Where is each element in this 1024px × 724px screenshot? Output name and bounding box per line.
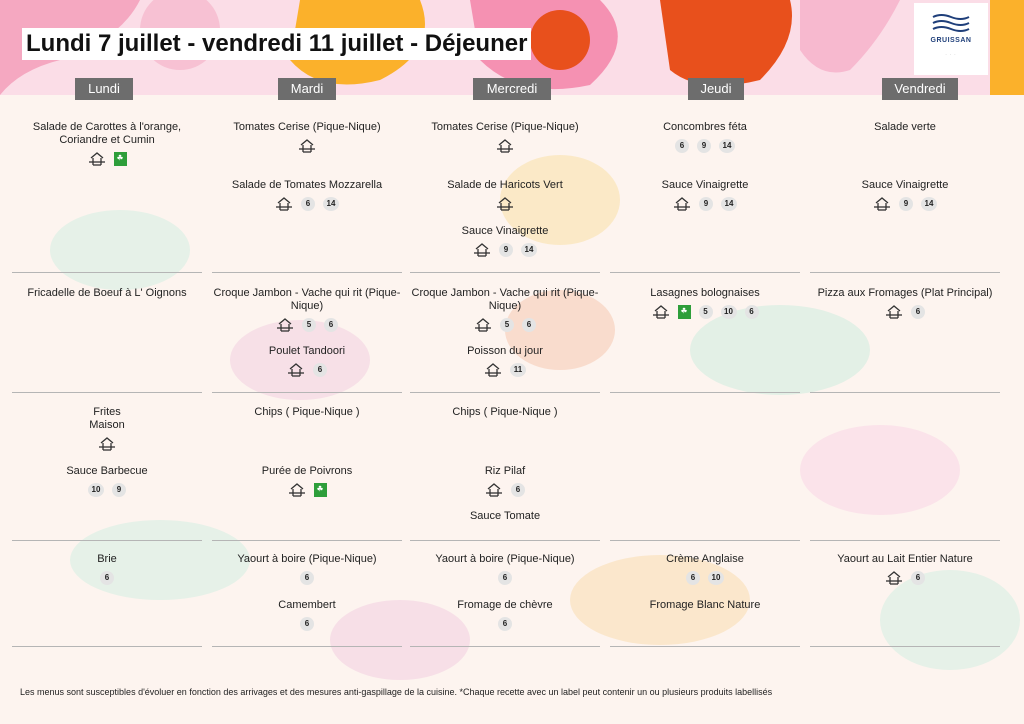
dish-name: Lasagnes bolognaises bbox=[650, 287, 760, 299]
separator bbox=[810, 540, 1000, 541]
separator bbox=[610, 646, 800, 647]
tag-row bbox=[410, 317, 600, 333]
menu-item bbox=[810, 553, 1000, 586]
menu-item bbox=[212, 345, 402, 378]
menu-item bbox=[212, 121, 402, 154]
dish-name: Tomates Cerise (Pique-Nique) bbox=[431, 121, 579, 133]
dish-name: Fricadelle de Boeuf à L' Oignons bbox=[27, 287, 187, 299]
tag-row bbox=[212, 570, 402, 586]
allergen-badge: 9 bbox=[697, 139, 711, 153]
day-header-lundi: Lundi bbox=[75, 78, 133, 100]
dish-name: Croque Jambon - Vache qui rit (Pique-Nique) bbox=[213, 287, 401, 312]
menu-item bbox=[610, 121, 800, 154]
dish-name: Poisson du jour bbox=[467, 345, 543, 357]
allergen-badge: 5 bbox=[500, 318, 514, 332]
tag-row bbox=[212, 482, 402, 498]
tag-row bbox=[212, 196, 402, 212]
day-header-mardi: Mardi bbox=[278, 78, 336, 100]
dish-name: Crème Anglaise bbox=[666, 553, 744, 565]
tag-row bbox=[12, 482, 202, 498]
allergen-badge: 9 bbox=[699, 197, 713, 211]
allergen-badge: 6 bbox=[300, 571, 314, 585]
dish-name: Camembert bbox=[278, 599, 336, 611]
menu-icon bbox=[288, 482, 306, 498]
allergen-badge: 6 bbox=[911, 571, 925, 585]
menu-icon bbox=[496, 138, 514, 154]
separator bbox=[212, 392, 402, 393]
separator bbox=[810, 646, 1000, 647]
allergen-badge: 11 bbox=[510, 363, 526, 377]
dish-name: Chips ( Pique-Nique ) bbox=[254, 406, 360, 418]
allergen-badge: 10 bbox=[88, 483, 104, 497]
footer-note: Les menus sont susceptibles d'évoluer en fonction des arrivages et des mesures anti-gaspillage de la cuisine. *Chaque recette avec un label peut contenir un ou plusieurs produits labellisés bbox=[20, 687, 773, 697]
dish-name: Fromage de chèvre bbox=[457, 599, 553, 611]
allergen-badge: 14 bbox=[323, 197, 339, 211]
dish-name: Pizza aux Fromages (Plat Principal) bbox=[817, 287, 993, 299]
separator bbox=[810, 272, 1000, 273]
day-header-mercredi: Mercredi bbox=[473, 78, 551, 100]
allergen-badge: 6 bbox=[100, 571, 114, 585]
menu-icon bbox=[275, 196, 293, 212]
dish-name: Sauce Barbecue bbox=[66, 465, 148, 477]
bio-icon: ☘ bbox=[314, 483, 327, 497]
allergen-badge: 6 bbox=[313, 363, 327, 377]
tag-row bbox=[12, 436, 202, 452]
dish-name: Croque Jambon - Vache qui rit (Pique-Nique) bbox=[411, 287, 599, 312]
allergen-badge: 6 bbox=[511, 483, 525, 497]
dish-name: Poulet Tandoori bbox=[268, 345, 346, 357]
page-title: Lundi 7 juillet - vendredi 11 juillet - Déjeuner bbox=[22, 28, 531, 60]
separator bbox=[12, 540, 202, 541]
allergen-badge: 6 bbox=[675, 139, 689, 153]
allergen-badge: 6 bbox=[498, 571, 512, 585]
separator bbox=[410, 392, 600, 393]
day-header-jeudi: Jeudi bbox=[688, 78, 744, 100]
menu-icon bbox=[298, 138, 316, 154]
menu-icon bbox=[88, 151, 106, 167]
menu-item bbox=[410, 179, 600, 212]
menu-item bbox=[212, 287, 402, 333]
allergen-badge: 5 bbox=[302, 318, 316, 332]
menu-item bbox=[610, 179, 800, 212]
dish-name: Chips ( Pique-Nique ) bbox=[452, 406, 558, 418]
tag-row bbox=[610, 138, 800, 154]
allergen-badge: 14 bbox=[521, 243, 537, 257]
separator bbox=[410, 540, 600, 541]
dish-name: Salade de Carottes à l'orange, Coriandre et Cumin bbox=[32, 121, 182, 146]
menu-icon bbox=[885, 570, 903, 586]
tag-row bbox=[12, 151, 202, 167]
dish-name: Concombres féta bbox=[663, 121, 747, 133]
menu-item bbox=[810, 121, 1000, 134]
dish-name: Sauce Vinaigrette bbox=[661, 179, 749, 191]
tag-row bbox=[410, 616, 600, 632]
separator bbox=[212, 646, 402, 647]
menu-item bbox=[610, 553, 800, 586]
dish-name: Salade de Haricots Vert bbox=[447, 179, 563, 191]
logo-subtext: · · · bbox=[945, 52, 957, 57]
separator bbox=[410, 272, 600, 273]
menu-icon bbox=[474, 317, 492, 333]
allergen-badge: 9 bbox=[899, 197, 913, 211]
separator bbox=[610, 272, 800, 273]
allergen-badge: 10 bbox=[721, 305, 737, 319]
dish-name: Sauce Vinaigrette bbox=[461, 225, 549, 237]
allergen-badge: 6 bbox=[911, 305, 925, 319]
tag-row bbox=[610, 196, 800, 212]
menu-icon bbox=[673, 196, 691, 212]
menu-icon bbox=[885, 304, 903, 320]
separator bbox=[12, 646, 202, 647]
menu-icon bbox=[287, 362, 305, 378]
menu-icon bbox=[484, 362, 502, 378]
menu-item bbox=[212, 465, 402, 498]
allergen-badge: 10 bbox=[708, 571, 724, 585]
menu-icon bbox=[98, 436, 116, 452]
tag-row bbox=[610, 570, 800, 586]
menu-item bbox=[12, 465, 202, 498]
tag-row bbox=[410, 242, 600, 258]
menu-icon bbox=[276, 317, 294, 333]
tag-row bbox=[410, 196, 600, 212]
menu-item bbox=[410, 345, 600, 378]
waves-icon bbox=[931, 13, 971, 35]
menu-item bbox=[12, 287, 202, 300]
separator bbox=[212, 540, 402, 541]
tag-row bbox=[410, 482, 600, 498]
allergen-badge: 14 bbox=[721, 197, 737, 211]
separator bbox=[610, 392, 800, 393]
tag-row bbox=[810, 570, 1000, 586]
dish-name: Fromage Blanc Nature bbox=[649, 599, 761, 611]
dish-name: Salade de Tomates Mozzarella bbox=[231, 179, 383, 191]
menu-item bbox=[410, 406, 600, 419]
dish-name: Frites Maison bbox=[89, 406, 125, 431]
tag-row bbox=[810, 304, 1000, 320]
menu-item bbox=[810, 287, 1000, 320]
tag-row bbox=[212, 138, 402, 154]
dish-name: Yaourt au Lait Entier Nature bbox=[837, 553, 973, 565]
allergen-badge: 6 bbox=[324, 318, 338, 332]
separator bbox=[410, 646, 600, 647]
menu-item bbox=[410, 465, 600, 498]
allergen-badge: 6 bbox=[745, 305, 759, 319]
menu-item bbox=[212, 406, 402, 419]
menu-icon bbox=[873, 196, 891, 212]
menu-icon bbox=[485, 482, 503, 498]
allergen-badge: 6 bbox=[498, 617, 512, 631]
tag-row bbox=[410, 362, 600, 378]
allergen-badge: 6 bbox=[301, 197, 315, 211]
allergen-badge: 9 bbox=[499, 243, 513, 257]
day-header-vendredi: Vendredi bbox=[882, 78, 958, 100]
logo-text: GRUISSAN bbox=[930, 37, 972, 44]
separator bbox=[810, 392, 1000, 393]
menu-item bbox=[12, 553, 202, 586]
tag-row bbox=[212, 616, 402, 632]
dish-name: Sauce Vinaigrette bbox=[861, 179, 949, 191]
tag-row bbox=[810, 196, 1000, 212]
dish-name: Brie bbox=[97, 553, 117, 565]
bio-icon: ☘ bbox=[678, 305, 691, 319]
dish-name: Sauce Tomate bbox=[469, 510, 541, 522]
menu-item bbox=[12, 121, 202, 167]
bio-icon: ☘ bbox=[114, 152, 127, 166]
menu-item bbox=[610, 287, 800, 320]
menu-item bbox=[410, 510, 600, 523]
menu-icon bbox=[496, 196, 514, 212]
tag-row bbox=[610, 304, 800, 320]
allergen-badge: 5 bbox=[699, 305, 713, 319]
separator bbox=[12, 272, 202, 273]
menu-item bbox=[410, 287, 600, 333]
allergen-badge: 6 bbox=[522, 318, 536, 332]
menu-item bbox=[410, 121, 600, 154]
separator bbox=[212, 272, 402, 273]
tag-row bbox=[410, 570, 600, 586]
allergen-badge: 14 bbox=[719, 139, 735, 153]
dish-name: Salade verte bbox=[874, 121, 936, 133]
dish-name: Yaourt à boire (Pique-Nique) bbox=[237, 553, 377, 565]
tag-row bbox=[212, 317, 402, 333]
menu-item bbox=[410, 553, 600, 586]
allergen-badge: 14 bbox=[921, 197, 937, 211]
dish-name: Purée de Poivrons bbox=[261, 465, 353, 477]
separator bbox=[610, 540, 800, 541]
menu-item bbox=[212, 553, 402, 586]
separator bbox=[12, 392, 202, 393]
dish-name: Yaourt à boire (Pique-Nique) bbox=[435, 553, 575, 565]
menu-icon bbox=[652, 304, 670, 320]
logo bbox=[914, 3, 988, 75]
menu-item bbox=[610, 599, 800, 612]
menu-item bbox=[810, 179, 1000, 212]
dish-name: Riz Pilaf bbox=[484, 465, 526, 477]
menu-item bbox=[212, 179, 402, 212]
tag-row bbox=[212, 362, 402, 378]
allergen-badge: 6 bbox=[686, 571, 700, 585]
dish-name: Tomates Cerise (Pique-Nique) bbox=[233, 121, 381, 133]
allergen-badge: 6 bbox=[300, 617, 314, 631]
menu-item bbox=[410, 599, 600, 632]
menu-item bbox=[12, 406, 202, 452]
tag-row bbox=[410, 138, 600, 154]
allergen-badge: 9 bbox=[112, 483, 126, 497]
menu-icon bbox=[473, 242, 491, 258]
menu-item bbox=[410, 225, 600, 258]
menu-item bbox=[212, 599, 402, 632]
tag-row bbox=[12, 570, 202, 586]
